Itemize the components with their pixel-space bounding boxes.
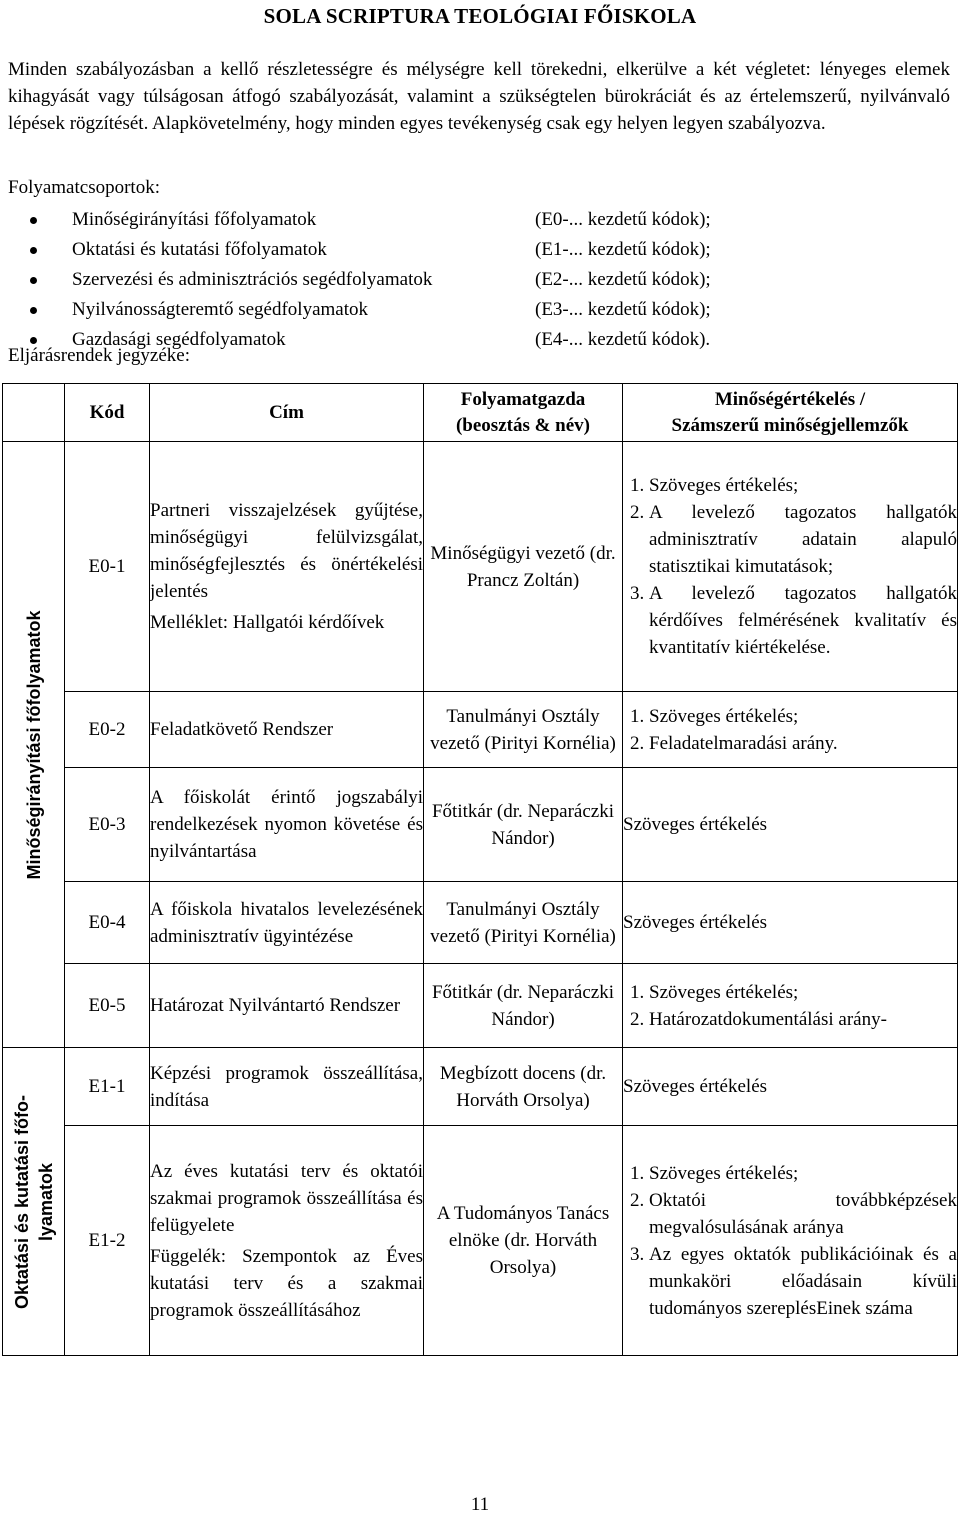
row-quality: [623, 1126, 958, 1356]
owner-header-line: Folyamatgazda: [460, 388, 586, 410]
process-group-item: [30, 265, 930, 295]
row-title-text: Az éves kutatási terv és oktatói szakmai programok összeállítása és felügyelete: [150, 1160, 423, 1236]
row-code: E0-3: [65, 768, 150, 882]
row-title: [150, 1048, 424, 1126]
row-title: [150, 768, 424, 882]
row-title-text: Feladatkövető Rendszer: [150, 719, 334, 740]
process-group-code: (E2-... kezdetű kódok);: [535, 269, 711, 290]
process-group-code: (E3-... kezdetű kódok);: [535, 299, 711, 320]
quality-item: 1. Szöveges értékelés;: [649, 979, 957, 1006]
row-code: E0-1: [65, 442, 150, 692]
process-group-name: Nyilvánosságteremtő segédfolyamatok: [72, 299, 369, 320]
quality-item: 1. Szöveges értékelés;: [649, 472, 957, 499]
group-label-education: [10, 1094, 58, 1308]
quality-header: [623, 384, 958, 442]
row-owner: Tanulmányi Osztály vezető (Pirityi Kornélia): [424, 882, 623, 964]
procedure-table: [2, 383, 958, 1356]
group-cell-education: [3, 1048, 65, 1356]
row-code: E0-5: [65, 964, 150, 1048]
row-owner: Minőségügyi vezető (dr. Prancz Zoltán): [424, 442, 623, 692]
title-header: Cím: [150, 384, 424, 442]
row-title-text: A főiskolát érintő jogszabályi rendelkezések nyomon követése és nyilvántartása: [150, 787, 423, 862]
table-row: [3, 442, 958, 692]
row-title-note: Melléklet: Hallgatói kérdőívek: [150, 612, 385, 633]
process-group-name: Gazdasági segédfolyamatok: [72, 329, 286, 350]
process-group-code: (E0-... kezdetű kódok);: [535, 209, 711, 230]
bullet-icon: [30, 307, 37, 314]
row-owner: Megbízott docens (dr. Horváth Orsolya): [424, 1048, 623, 1126]
row-owner: A Tudományos Tanács elnöke (dr. Horváth Orsolya): [424, 1126, 623, 1356]
process-group-code: (E4-... kezdetű kódok).: [535, 329, 711, 350]
process-group-item: [30, 235, 930, 265]
process-groups-list: [30, 205, 930, 355]
row-title: [150, 442, 424, 692]
quality-item: 2. Feladatelmaradási arány.: [649, 730, 957, 757]
quality-item: 2. A levelező tagozatos hallgatók adminisztratív adatain alapuló statisztikai kimutatások;: [649, 499, 957, 580]
group-label-line: lyamatok: [35, 1162, 56, 1241]
row-title: [150, 692, 424, 768]
row-title: [150, 882, 424, 964]
quality-header-line: Minőségértékelés /: [714, 388, 866, 410]
process-group-name: Minőségirányítási főfolyamatok: [72, 209, 317, 230]
quality-item: 1. Szöveges értékelés;: [649, 703, 957, 730]
table-row: [3, 768, 958, 882]
row-owner: Főtitkár (dr. Neparáczki Nándor): [424, 964, 623, 1048]
owner-header: [424, 384, 623, 442]
empty-header-cell: [3, 384, 65, 442]
group-label-line: Oktatási és kutatási főfo-: [11, 1094, 32, 1309]
table-row: [3, 692, 958, 768]
bullet-icon: [30, 247, 37, 254]
table-row: [3, 882, 958, 964]
row-title-text: A főiskola hivatalos levelezésének adminisztratív ügyintézése: [150, 898, 423, 947]
bullet-icon: [30, 217, 37, 224]
group-label-quality: Minőségirányítási főfolyamatok: [23, 609, 44, 880]
row-quality: [623, 964, 958, 1048]
table-row: [3, 1126, 958, 1356]
process-group-item: [30, 205, 930, 235]
table-row: [3, 964, 958, 1048]
row-quality: [623, 442, 958, 692]
quality-item: 2. Oktatói továbbképzések megvalósulásának aránya: [649, 1187, 957, 1241]
row-quality: Szöveges értékelés: [623, 1048, 958, 1126]
row-title: [150, 1126, 424, 1356]
row-title: [150, 964, 424, 1048]
row-title-text: Határozat Nyilvántartó Rendszer: [150, 995, 401, 1016]
code-header: Kód: [65, 384, 150, 442]
process-group-code: (E1-... kezdetű kódok);: [535, 239, 711, 260]
process-group-item: [30, 295, 930, 325]
row-quality: Szöveges értékelés: [623, 768, 958, 882]
row-title-text: Partneri visszajelzések gyűjtése, minőségügyi felülvizsgálat, minőségfejlesztés és önértékelési jelentés: [150, 500, 423, 602]
quality-item: 2. Határozatdokumentálási arány-: [649, 1006, 957, 1033]
bullet-icon: [30, 277, 37, 284]
page-number: 11: [470, 1494, 490, 1515]
bullet-icon: [30, 337, 37, 344]
row-code: E0-2: [65, 692, 150, 768]
row-code: E0-4: [65, 882, 150, 964]
owner-header-line: (beosztás & név): [455, 414, 591, 436]
row-quality: Szöveges értékelés: [623, 882, 958, 964]
row-quality: [623, 692, 958, 768]
row-code: E1-1: [65, 1048, 150, 1126]
process-group-name: Oktatási és kutatási főfolyamatok: [72, 239, 327, 260]
row-title-text: Képzési programok összeállítása, indítása: [150, 1062, 423, 1111]
quality-item: 3. Az egyes oktatók publikációinak és a munkaköri előadásain kívüli tudományos szereplésEinek száma: [649, 1241, 957, 1322]
row-owner: Tanulmányi Osztály vezető (Pirityi Kornélia): [424, 692, 623, 768]
table-header-row: [3, 384, 958, 442]
process-group-name: Szervezési és adminisztrációs segédfolyamatok: [72, 269, 433, 290]
row-title-note: Függelék: Szempontok az Éves kutatási terv és a szakmai programok összeállításához: [150, 1245, 423, 1321]
group-cell-quality: [3, 442, 65, 1048]
row-owner: Főtitkár (dr. Neparáczki Nándor): [424, 768, 623, 882]
process-groups-label: Folyamatcsoportok:: [8, 177, 160, 198]
quality-header-line: Számszerű minőségjellemzők: [671, 414, 909, 436]
quality-item: 1. Szöveges értékelés;: [649, 1160, 957, 1187]
procedure-list-label: Eljárásrendek jegyzéke:: [8, 345, 190, 366]
institution-title: SOLA SCRIPTURA TEOLÓGIAI FŐISKOLA: [263, 4, 697, 28]
row-code: E1-2: [65, 1126, 150, 1356]
quality-item: 3. A levelező tagozatos hallgatók kérdőíves felmérésének kvalitatív és kvantitatív kiértékelése.: [649, 580, 957, 661]
intro-paragraph: Minden szabályozásban a kellő részletességre és mélységre kell törekedni, elkerülve a két végletet: lényeges elemek kihagyását vagy túlságosan átfogó szabályozását, valamint a szükségtelen bürokráciát és az értelemszerű, nyilvánvaló lépések rögzítését. Alapkövetelmény, hogy minden egyes tevékenység csak egy helyen legyen szabályozva.: [8, 59, 950, 134]
table-row: [3, 1048, 958, 1126]
